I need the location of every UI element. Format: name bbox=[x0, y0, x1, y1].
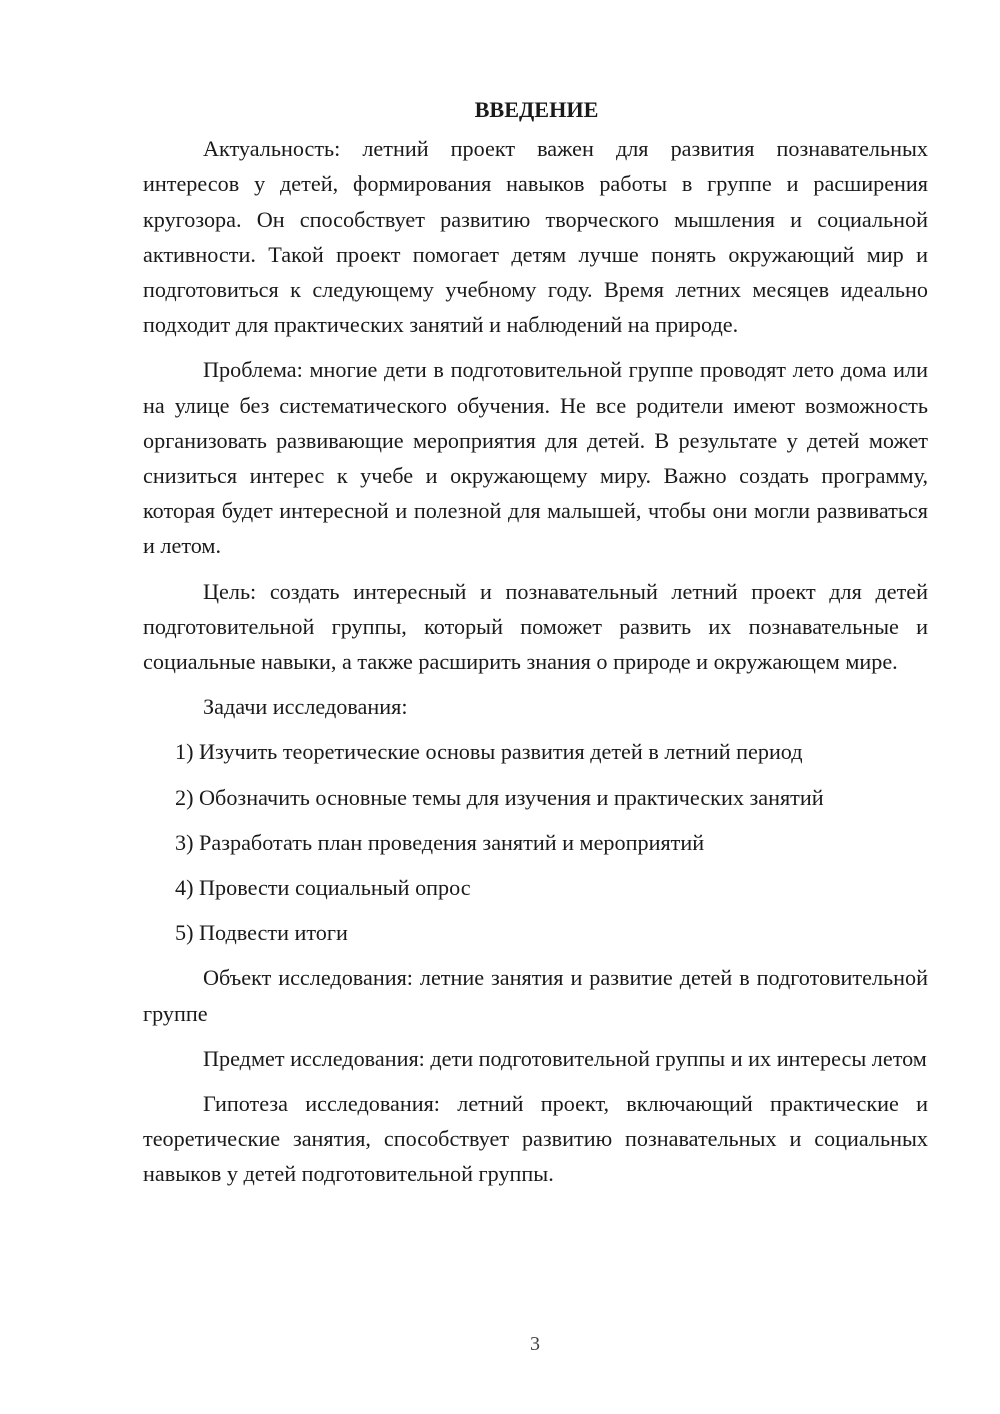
task-item: 1) Изучить теоретические основы развития детей в летний период bbox=[175, 739, 803, 765]
task-item: 5) Подвести итоги bbox=[175, 920, 348, 946]
section-title: ВВЕДЕНИЕ bbox=[474, 97, 599, 122]
tasks-list bbox=[143, 734, 928, 950]
task-item: 3) Разработать план проведения занятий и мероприятий bbox=[175, 829, 705, 855]
task-item: 2) Обозначить основные темы для изучения и практических занятий bbox=[175, 784, 824, 810]
page-number: 3 bbox=[530, 1333, 540, 1355]
document-page bbox=[143, 92, 928, 1202]
hypothesis-paragraph: Гипотеза исследования: летний проект, включающий практические и теоретические занятия, способствует развитию познавательных и социальных навыков у детей подготовительной группы. bbox=[143, 1091, 928, 1187]
object-paragraph: Объект исследования: летние занятия и развитие детей в подготовительной группе bbox=[143, 965, 928, 1026]
tasks-heading: Задачи исследования: bbox=[203, 694, 408, 720]
goal-paragraph: Цель: создать интересный и познавательный летний проект для детей подготовительной группы, который поможет развить их познавательные и социальные навыки, а также расширить знания о природе и окружающем мире. bbox=[143, 578, 928, 675]
subject-paragraph: Предмет исследования: дети подготовительной группы и их интересы летом bbox=[203, 1045, 927, 1071]
problem-paragraph: Проблема: многие дети в подготовительной группе проводят лето дома или на улице без систематического обучения. Не все родители имеют возможность организовать развивающие мероприятия для детей. В результате у детей может снизиться интерес к учебе и окружающему миру. Важно создать программу, которая будет интересной и полезной для малышей, чтобы они могли развиваться и летом. bbox=[143, 357, 928, 559]
task-item: 4) Провести социальный опрос bbox=[175, 875, 471, 901]
relevance-paragraph: Актуальность: летний проект важен для развития познавательных интересов у детей, формирования навыков работы в группе и расширения кругозора. Он способствует развитию творческого мышления и социальной активности. Такой проект помогает детям лучше понять окружающий мир и подготовиться к следующему учебному году. Время летних месяцев идеально подходит для практических занятий и наблюдений на природе. bbox=[143, 136, 928, 338]
